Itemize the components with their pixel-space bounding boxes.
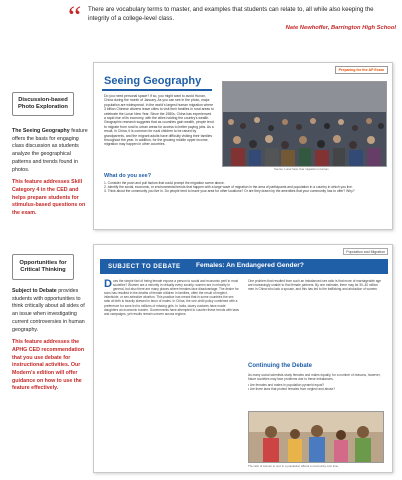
debate-bullets: • Are females and males in population pyramid equal? • Are there laws that protect females from neglect and abuse? (248, 383, 336, 392)
question-item: 3. Think about the community you live in. Do people tend to leave your area for other locations? Or are they drawn by the amenities that your community has to offer? Why? (104, 189, 355, 194)
subject-to-debate-page-thumbnail (93, 244, 393, 473)
family-photo-image (249, 412, 384, 463)
drop-cap: D (104, 278, 112, 290)
body-text: oes the simple fact of being female expose a person to social and economic peril in most societies? Women are a minority in virtually every society; women are in minority in general, but also there are many places where females face disadvantage. The desire for sons has resulted in the deaths of female children in families, often the result of neglect, infanticide, or sex-selective abortion. This practice has meant that in some countries the sex ratio at birth is heavily skewed in favor of males. In China, the one-child policy combined with a preference for sons led to millions of missing girls. In India, dowry customs have made daughters an economic burden. Governments have attempted to counter these trends with laws and campaigns, yet results remain uneven across regions. (104, 279, 240, 316)
page-title: Seeing Geography (104, 75, 202, 87)
feature-label: SUBJECT TO DEBATE (108, 263, 181, 270)
body-column-right: One problem that resulted from such an imbalanced sex ratio is that more of marriageable age are increasingly unable to find female partners. By one estimate, there may be 30–40 million men in China who lack a spouse, and this has led to the trafficking and abduction of women. (248, 279, 382, 292)
feature-name: The Seeing Geography (12, 128, 70, 134)
quote-text: There are vocabulary terms to master, and examples that students can relate to, all while also keeping the integrity of a college-level class. (88, 6, 374, 22)
subheading: Continuing the Debate (248, 363, 312, 369)
continued-text: As many social scientists study females and males equally, for a number of reasons, however, future societies may face problems due to these imbalances. (248, 373, 381, 382)
feature-label-critical-thinking: Opportunities for Critical Thinking (12, 254, 74, 280)
discussion-questions (104, 173, 386, 194)
feature-skill-note: This feature addresses Skill Category 4 in the CED and helps prepare students for stimulus-based questions on the exam. (12, 179, 86, 217)
feature-description-debate: provides students with opportunities to think critically about all sides of an issue when investigating current controversies in human geography. (12, 288, 85, 333)
family-photo (248, 411, 384, 463)
feature-ced-note: This feature addresses the APHG CED recommendation that you use debate for instructional activities. Our Modern's edition will offer guidance on how to use the feature effectively. (12, 339, 85, 392)
question-item: 2. Identify the social, economic, or environmental trends that happen with a large wave of migration in the area of participants and population in a country in which you live. (104, 185, 353, 190)
feature-description-seeing-geography (12, 128, 88, 223)
body-text: Do you need personal space? If so, you might want to avoid Hunan, China during the month of January. As you can see in the photo, major population are widespread. In the world's largest human migration where 3 billion Chinese citizens leave cities to visit their families in rural areas to celebrate the Lunar New Year. Since the 1980s, China has experienced a rapid rise of its economy, with the cities holding the country's wealth. Geographic research suggests that as countries gain wealth, people tend to migrate from rural to urban areas for access to better paying jobs. As a result, in China, it is common for rural children to be raised by grandparents, and the migrant adults have difficulty visiting their families throughout the year. In addition, for the growing middle upper income, migration may happen in other countries. (104, 94, 214, 147)
body-column-left (104, 279, 240, 316)
questions-heading: What do you see? (104, 173, 152, 179)
title-rule (102, 89, 212, 91)
seeing-geography-page-thumbnail (93, 62, 393, 230)
photo-caption: Source: Lunar New Year migration in Hunan (274, 167, 329, 171)
feature-description: feature offers the basis for engaging class discussion as students analyze the geographical patterns and trends found in photos. (12, 128, 88, 173)
ap-exam-tag: Preparing for the AP Exam (335, 66, 388, 74)
crowd-photo-image (223, 82, 387, 167)
quote-attribution: Nate Newhoffer, Barrington High School (285, 25, 396, 32)
feature-label-photo-exploration: Discussion-based Photo Exploration (12, 92, 74, 116)
ap-exam-tag-accent: AP Exam (368, 68, 384, 72)
feature-description-subject-to-debate (12, 288, 88, 398)
feature-name-debate: Subject to Debate (12, 288, 57, 294)
quote-mark-icon: “ (68, 0, 82, 33)
chapter-tag: Population and Migration (343, 248, 388, 255)
testimonial-quote (68, 0, 396, 33)
photo-caption: The ratio of women to men in a population affects a community over time. (248, 464, 339, 468)
crowd-photo (222, 81, 387, 167)
page-title: Females: An Endangered Gender? (196, 262, 304, 269)
question-item: 1. Consider the push and pull factors that could prompt the migration scene above. (104, 181, 225, 185)
body-column-right-continued (248, 373, 384, 391)
